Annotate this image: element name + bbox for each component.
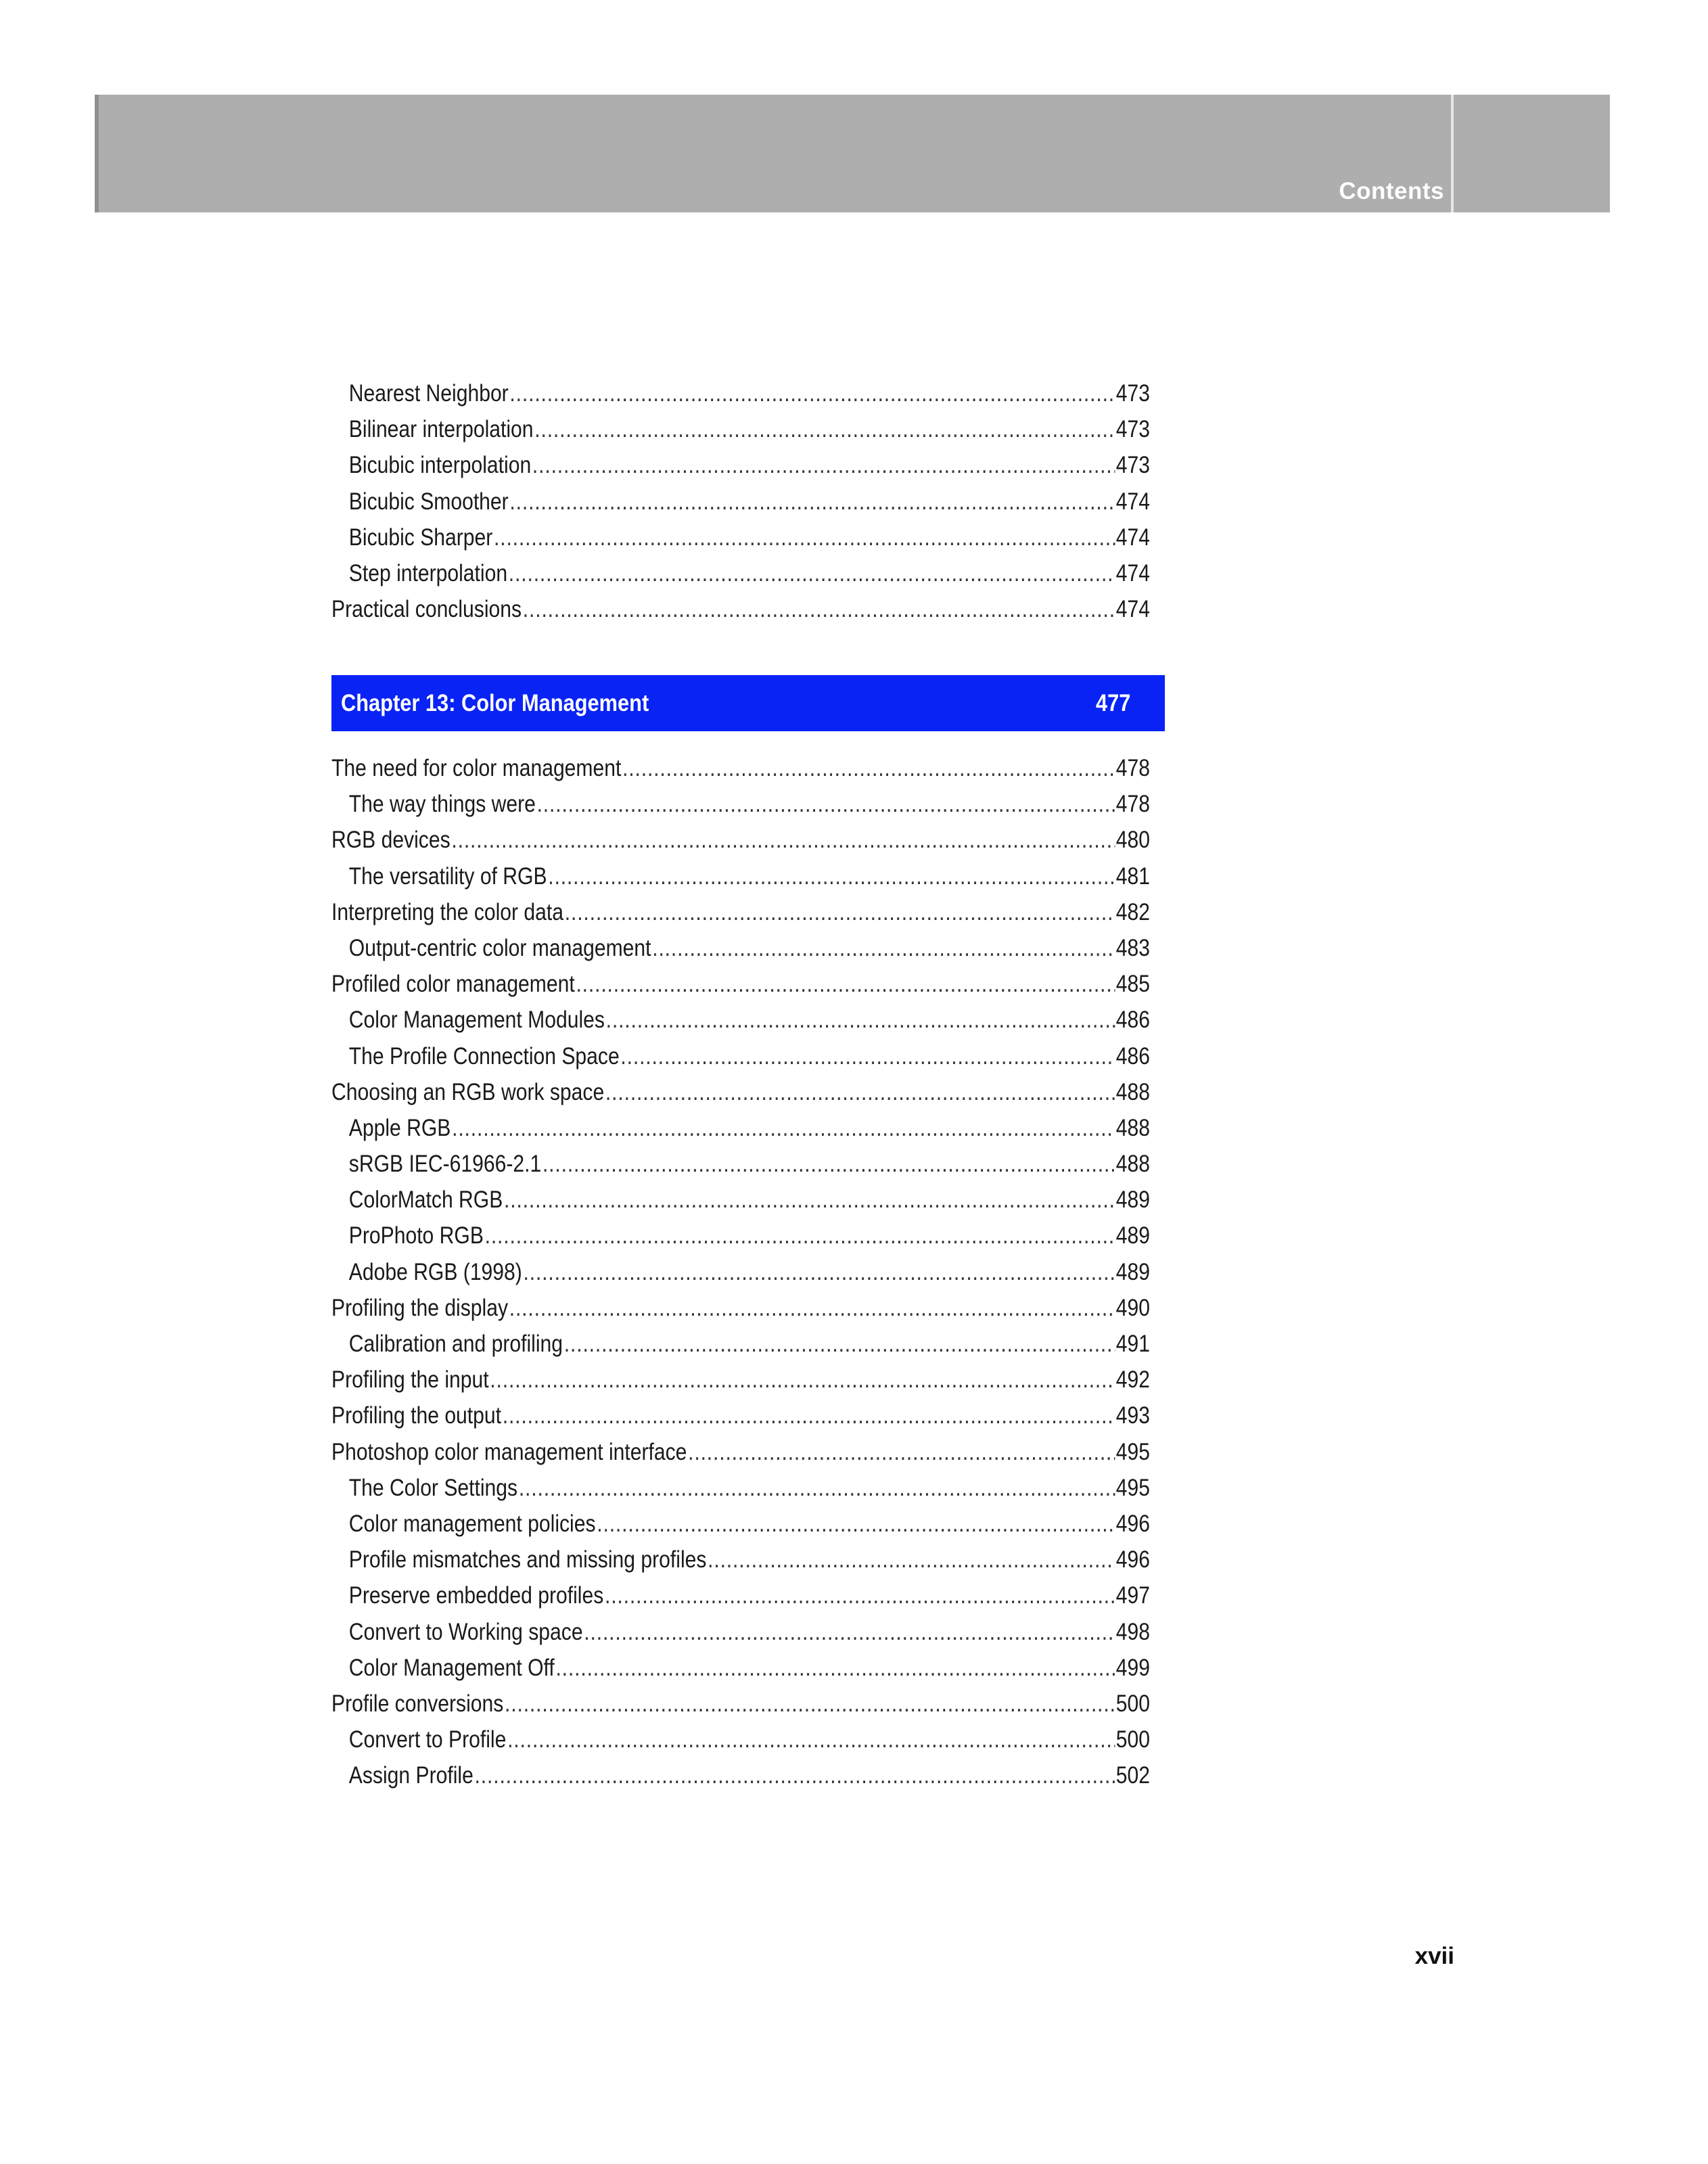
toc-entry [331,596,1150,632]
toc-entry-page: 491 [1115,1331,1151,1357]
toc-entry [331,1295,1150,1331]
toc-dot-leader [490,1366,1115,1394]
toc-entry-title: Profile conversions [331,1690,504,1717]
toc-dot-leader [543,1151,1115,1178]
toc-entry-title: Choosing an RGB work space [331,1078,605,1105]
toc-dot-leader [507,1726,1115,1753]
toc-entry-page: 496 [1115,1546,1151,1573]
toc-entry [331,1655,1150,1690]
toc-entry [331,416,1150,452]
toc-entry [331,1007,1150,1042]
toc-entry-page: 474 [1115,524,1151,551]
toc-entry-page: 495 [1115,1438,1151,1465]
toc-entry [331,1222,1150,1258]
toc-dot-leader [534,416,1115,443]
toc-entry-page: 488 [1115,1114,1151,1141]
toc-entry-title: The versatility of RGB [348,862,547,890]
toc-dot-leader [519,1475,1115,1502]
toc-entry [331,1511,1150,1546]
toc-entry-page: 480 [1115,827,1151,854]
toc-entry-page: 474 [1115,559,1151,586]
toc-dot-leader [451,827,1115,854]
toc-dot-leader [452,1115,1115,1142]
toc-dot-leader [509,560,1115,587]
toc-entry-title: Apple RGB [348,1114,451,1141]
toc-entry-page: 474 [1115,596,1151,623]
toc-dot-leader [688,1439,1115,1466]
toc-entry-title: The Color Settings [348,1474,518,1501]
toc-entry [331,1619,1150,1655]
toc-entry-page: 492 [1115,1366,1151,1394]
toc-dot-leader [509,488,1115,515]
toc-dot-leader [509,1295,1115,1322]
toc-entry [331,755,1150,791]
toc-dot-leader [576,971,1115,998]
toc-entry-page: 478 [1115,791,1151,818]
toc-entry [331,935,1150,971]
toc-entry [331,1331,1150,1366]
toc-entry-title: Profile mismatches and missing profiles [348,1546,707,1573]
toc-entry-page: 500 [1115,1690,1151,1717]
toc-entry [331,380,1150,416]
toc-entry-title: sRGB IEC-61966-2.1 [348,1151,542,1178]
toc-entry [331,1079,1150,1115]
toc-entry-title: Assign Profile [348,1762,474,1789]
toc-entry-page: 498 [1115,1618,1151,1645]
toc-entry-title: RGB devices [331,827,451,854]
chapter-page-number: 477 [1096,690,1131,716]
toc-entry [331,1402,1150,1438]
toc-entry-title: Bicubic Smoother [348,488,509,515]
toc-dot-leader [505,1690,1115,1718]
toc-entry-title: Convert to Profile [348,1726,507,1753]
toc-entry [331,827,1150,862]
chapter-banner [331,675,1165,731]
toc-entry-page: 490 [1115,1294,1151,1321]
toc-entry-title: Nearest Neighbor [348,380,509,407]
toc-dot-leader [503,1402,1115,1429]
toc-entry-title: Bilinear interpolation [348,416,534,443]
toc-entry-page: 486 [1115,1007,1151,1034]
toc-entry-title: Profiling the input [331,1366,489,1394]
toc-entry-title: The need for color management [331,755,622,781]
toc-entry-page: 489 [1115,1258,1151,1285]
toc-entry [331,560,1150,596]
toc-dot-leader [485,1222,1115,1249]
toc-entry-title: Bicubic interpolation [348,452,532,479]
toc-entry-title: Color Management Modules [348,1007,605,1034]
toc-entry [331,971,1150,1007]
toc-entry-title: Photoshop color management interface [331,1438,687,1465]
toc-dot-leader [652,935,1115,962]
toc-entry-title: Adobe RGB (1998) [348,1258,522,1285]
toc-entry-page: 500 [1115,1726,1151,1753]
toc-entry-title: Step interpolation [348,559,508,586]
toc-dot-leader [564,1331,1115,1358]
toc-entry-page: 473 [1115,416,1151,443]
toc-entry-title: Profiling the output [331,1402,502,1429]
toc-entry-page: 478 [1115,755,1151,781]
toc-entry-title: ColorMatch RGB [348,1187,503,1214]
toc-entry [331,488,1150,524]
toc-entry-title: Practical conclusions [331,596,522,623]
toc-dot-leader [555,1655,1115,1682]
toc-entry-title: Profiled color management [331,971,575,998]
toc-entry-page: 489 [1115,1222,1151,1249]
toc-entry [331,791,1150,827]
toc-entry [331,1043,1150,1079]
toc-entry [331,1115,1150,1151]
toc-entry-title: Color Management Off [348,1654,555,1681]
page-number: xvii [1414,1943,1454,1969]
toc-entry-title: Color management policies [348,1510,596,1537]
toc-dot-leader [548,863,1115,890]
toc-entry [331,1726,1150,1762]
toc-entry [331,1690,1150,1726]
toc-entry [331,1475,1150,1511]
toc-dot-leader [524,1259,1115,1286]
toc-entry [331,863,1150,899]
toc-entry-page: 474 [1115,488,1151,515]
chapter-title: Chapter 13: Color Management [341,690,649,716]
toc-entry [331,1582,1150,1618]
toc-entry-page: 499 [1115,1654,1151,1681]
toc-dot-leader [475,1762,1115,1789]
toc-entry-page: 473 [1115,452,1151,479]
toc-dot-leader [532,452,1115,479]
toc-entry-page: 489 [1115,1187,1151,1214]
toc-dot-leader [509,380,1115,407]
toc-dot-leader [523,596,1115,623]
toc-dot-leader [620,1043,1115,1070]
toc-entry [331,1762,1150,1798]
toc-entry-page: 502 [1115,1762,1151,1789]
toc-entry-title: Profiling the display [331,1294,509,1321]
toc-entry-title: Preserve embedded profiles [348,1582,604,1609]
toc-dot-leader [622,755,1115,782]
toc-entry-page: 483 [1115,934,1151,961]
toc-entry-title: Calibration and profiling [348,1331,563,1357]
toc-list-after [331,755,1150,1798]
toc-entry-page: 485 [1115,971,1151,998]
toc-entry-page: 495 [1115,1474,1151,1501]
toc-dot-leader [605,1582,1115,1609]
toc-entry-page: 497 [1115,1582,1151,1609]
toc-entry-title: Output-centric color management [348,934,651,961]
toc-entry [331,1439,1150,1475]
toc-entry [331,1546,1150,1582]
toc-entry [331,1151,1150,1187]
toc-entry-page: 481 [1115,862,1151,890]
toc-entry-title: ProPhoto RGB [348,1222,484,1249]
toc-entry-page: 486 [1115,1042,1151,1069]
toc-dot-leader [605,1079,1115,1106]
toc-entry-title: Interpreting the color data [331,898,564,925]
toc-entry [331,1187,1150,1222]
toc-entry-page: 488 [1115,1151,1151,1178]
toc-dot-leader [708,1546,1115,1573]
toc-entry-page: 493 [1115,1402,1151,1429]
toc-entry-title: Convert to Working space [348,1618,583,1645]
toc-dot-leader [597,1511,1115,1538]
toc-list-before [331,380,1150,632]
toc-dot-leader [537,791,1115,818]
toc-entry-title: The Profile Connection Space [348,1042,620,1069]
toc-entry [331,1366,1150,1402]
toc-entry-page: 482 [1115,898,1151,925]
toc-entry-page: 473 [1115,380,1151,407]
toc-entry-title: The way things were [348,791,536,818]
toc-dot-leader [606,1007,1115,1034]
toc-dot-leader [504,1187,1115,1214]
toc-entry [331,899,1150,935]
toc-entry-title: Bicubic Sharper [348,524,493,551]
toc-entry-page: 496 [1115,1510,1151,1537]
toc-entry [331,1259,1150,1295]
toc-entry-page: 488 [1115,1078,1151,1105]
toc-entry [331,452,1150,488]
running-head: Contents [1339,178,1444,204]
toc-dot-leader [584,1619,1115,1646]
toc-dot-leader [494,524,1115,551]
toc-entry [331,524,1150,560]
header-divider [1451,95,1454,212]
toc-dot-leader [565,899,1115,926]
